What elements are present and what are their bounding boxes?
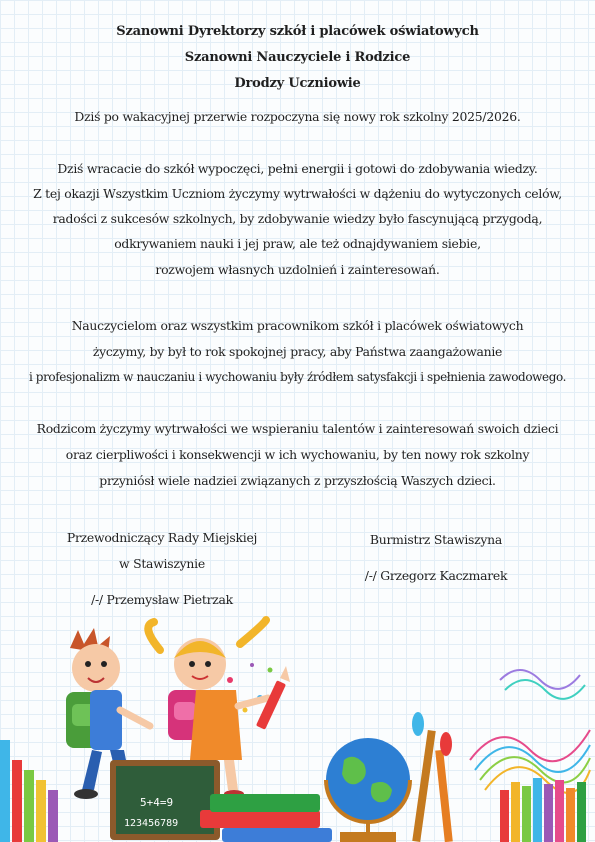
colored-pencils-icon bbox=[500, 778, 586, 842]
signature-left-title-2: w Stawiszynie bbox=[119, 556, 205, 571]
signature-right-name: /-/ Grzegorz Kaczmarek bbox=[364, 568, 508, 583]
signature-left-name: /-/ Przemysław Pietrzak bbox=[91, 592, 233, 607]
chalkboard-equation: 5+4=9 bbox=[140, 796, 174, 809]
heading-line-1: Szanowni Dyrektorzy szkół i placówek oświatowych bbox=[116, 24, 479, 39]
school-illustration bbox=[0, 610, 595, 842]
students-line-3: radości z sukcesów szkolnych, by zdobywanie wiedzy było fascynującą przygodą, bbox=[52, 211, 543, 226]
intro-line: Dziś po wakacyjnej przerwie rozpoczyna się nowy rok szkolny 2025/2026. bbox=[74, 109, 521, 124]
signature-right-title: Burmistrz Stawiszyna bbox=[369, 532, 503, 547]
parents-line-1: Rodzicom życzymy wytrwałości we wspieraniu talentów i zainteresowań swoich dzieci bbox=[36, 421, 559, 436]
crayons-icon bbox=[0, 740, 58, 842]
parents-line-2: oraz cierpliwości i konsekwencji w ich wychowaniu, by ten nowy rok szkolny bbox=[65, 447, 530, 462]
students-line-1: Dziś wracacie do szkół wypoczęci, pełni energii i gotowi do zdobywania wiedzy. bbox=[57, 161, 538, 176]
teachers-line-3: i profesjonalizm w nauczaniu i wychowaniu były źródłem satysfakcji i spełnienia zawodowego. bbox=[28, 370, 567, 384]
heading-line-2: Szanowni Nauczyciele i Rodzice bbox=[184, 50, 411, 65]
students-line-4: odkrywaniem nauki i jej praw, ale też odnajdywaniem siebie, bbox=[114, 236, 481, 251]
signature-left-title-1: Przewodniczący Rady Miejskiej bbox=[66, 530, 258, 545]
teachers-line-1: Nauczycielom oraz wszystkim pracownikom szkół i placówek oświatowych bbox=[71, 318, 524, 333]
paintbrush-icon bbox=[412, 712, 453, 842]
scribble-icon bbox=[470, 670, 590, 793]
students-line-5: rozwojem własnych uzdolnień i zainteresowań. bbox=[155, 262, 440, 277]
chalkboard-digits: 123456789 bbox=[124, 818, 179, 829]
teachers-line-2: życzymy, by był to rok spokojnej pracy, aby Państwa zaangażowanie bbox=[92, 344, 503, 359]
students-line-2: Z tej okazji Wszystkim Uczniom życzymy wytrwałości w dążeniu do wytyczonych celów, bbox=[33, 186, 562, 201]
globe-icon bbox=[326, 738, 410, 842]
parents-line-3: przyniósł wiele nadziei związanych z przyszłością Waszych dzieci. bbox=[99, 473, 496, 488]
heading-line-3: Drodzy Uczniowie bbox=[234, 76, 361, 91]
